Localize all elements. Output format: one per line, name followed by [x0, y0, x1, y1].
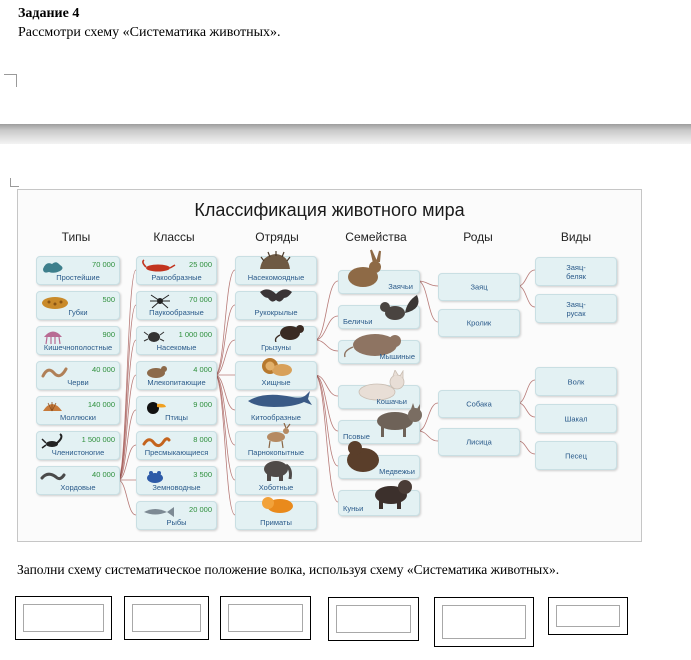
- answer-field[interactable]: [228, 604, 303, 632]
- order-card[interactable]: [235, 501, 317, 530]
- species-label: Песец: [565, 451, 587, 460]
- order-label: Насекомоядные: [247, 273, 305, 282]
- connector-line: [215, 270, 235, 375]
- column-header-species: Виды: [560, 230, 592, 244]
- classification-diagram[interactable]: [17, 189, 642, 542]
- class-count: 8 000: [193, 435, 212, 444]
- type-label: Кишечнополостные: [43, 343, 113, 352]
- connector-line: [315, 375, 338, 502]
- genus-card[interactable]: [438, 390, 520, 418]
- column-header-orders: Отряды: [255, 230, 299, 244]
- class-count: 1 000 000: [178, 330, 212, 339]
- answer-box-type[interactable]: [15, 596, 112, 640]
- task-text: Рассмотри схему «Систематика животных».: [18, 25, 281, 40]
- answer-box-species[interactable]: [548, 597, 628, 635]
- class-count: 4 000: [193, 365, 212, 374]
- connector-line: [315, 316, 338, 340]
- type-card[interactable]: [36, 326, 120, 355]
- family-card[interactable]: [338, 340, 420, 364]
- order-card[interactable]: [235, 361, 317, 390]
- elephant-icon: [258, 457, 298, 483]
- order-label: Рукокрылые: [254, 308, 298, 317]
- type-count: 500: [102, 295, 115, 304]
- whale-icon: [244, 389, 314, 411]
- class-count: 70 000: [189, 295, 212, 304]
- connector-line: [518, 286, 535, 307]
- class-label: Паукообразные: [149, 308, 204, 317]
- column-header-types: Типы: [61, 230, 91, 244]
- class-label: Земноводные: [152, 483, 201, 492]
- answer-field[interactable]: [23, 604, 104, 632]
- type-count: 140 000: [87, 400, 115, 409]
- class-card[interactable]: [136, 256, 217, 285]
- marten-icon: [367, 475, 419, 513]
- species-label: Волк: [567, 377, 585, 386]
- hare-icon: [343, 249, 385, 289]
- class-label: Млекопитающие: [147, 378, 206, 387]
- connector-line: [118, 410, 136, 480]
- genus-label: Собака: [466, 399, 492, 409]
- beetle-icon: [143, 329, 165, 344]
- order-label: Парнокопытные: [247, 448, 305, 457]
- family-card[interactable]: [338, 490, 420, 516]
- class-card[interactable]: [136, 431, 217, 460]
- species-card[interactable]: [535, 257, 617, 286]
- class-label: Пресмыкающиеся: [144, 448, 209, 457]
- type-card[interactable]: [36, 291, 120, 320]
- type-card[interactable]: [36, 466, 120, 495]
- type-count: 40 000: [92, 365, 115, 374]
- type-count: 40 000: [92, 470, 115, 479]
- hedgehog-icon: [256, 251, 294, 273]
- class-count: 9 000: [193, 400, 212, 409]
- connector-line: [518, 441, 535, 454]
- type-card[interactable]: [36, 256, 120, 285]
- class-label: Ракообразные: [151, 273, 202, 282]
- answer-field[interactable]: [336, 605, 411, 633]
- order-label: Грызуны: [261, 343, 291, 352]
- family-card[interactable]: [338, 305, 420, 329]
- order-label: Хоботные: [258, 483, 294, 492]
- type-label: Простейшие: [56, 273, 100, 282]
- task-title: Задание 4: [18, 6, 80, 21]
- connector-line: [118, 340, 136, 480]
- type-label: Моллюски: [60, 413, 96, 422]
- connector-line: [215, 375, 235, 480]
- class-label: Птицы: [165, 413, 188, 422]
- class-card[interactable]: [136, 291, 217, 320]
- genus-card[interactable]: [438, 273, 520, 301]
- squirrel-icon: [377, 291, 427, 325]
- species-card[interactable]: [535, 441, 617, 470]
- order-card[interactable]: [235, 291, 317, 320]
- connector-line: [518, 380, 535, 403]
- order-label: Хищные: [261, 378, 291, 387]
- bat-icon: [258, 286, 294, 308]
- connector-line: [118, 480, 136, 515]
- snake-icon: [141, 434, 171, 449]
- class-label: Насекомые: [156, 343, 197, 352]
- species-card[interactable]: [535, 294, 617, 323]
- order-card[interactable]: [235, 466, 317, 495]
- answer-box-family[interactable]: [328, 597, 419, 641]
- type-count: 70 000: [92, 260, 115, 269]
- genus-card[interactable]: [438, 428, 520, 456]
- connector-line: [118, 305, 136, 480]
- genus-label: Лисица: [466, 437, 492, 447]
- column-header-families: Семейства: [345, 230, 407, 244]
- column-header-classes: Классы: [153, 230, 195, 244]
- class-card[interactable]: [136, 501, 217, 530]
- family-label: Медвежьи: [379, 467, 415, 476]
- species-label: Шакал: [564, 414, 588, 423]
- connector-line: [418, 281, 438, 286]
- answer-field[interactable]: [556, 605, 620, 627]
- connector-line: [518, 270, 535, 286]
- order-label: Китообразные: [251, 413, 301, 422]
- order-card[interactable]: [235, 256, 317, 285]
- connector-line: [315, 281, 338, 340]
- connector-line: [118, 270, 136, 480]
- diagram-title: Классификация животного мира: [194, 200, 465, 220]
- fill-instruction: Заполни схему систематическое положение волка, используя схему «Систематика животных».: [17, 562, 560, 577]
- type-card[interactable]: [36, 396, 120, 425]
- text-boundary-mark: [10, 178, 19, 187]
- type-count: 1 500 000: [81, 435, 115, 444]
- type-card[interactable]: [36, 361, 120, 390]
- rat-icon: [274, 320, 310, 342]
- column-header-genera: Роды: [463, 230, 493, 244]
- type-count: 900: [102, 330, 115, 339]
- answer-field[interactable]: [132, 604, 201, 632]
- genus-label: Кролик: [466, 318, 492, 328]
- family-label: Кошачьи: [376, 397, 407, 406]
- family-label: Псовые: [343, 432, 370, 441]
- lion-icon: [258, 356, 294, 380]
- species-label: Заяц-русак: [566, 299, 586, 318]
- species-card[interactable]: [535, 404, 617, 433]
- fish-icon: [141, 504, 175, 519]
- order-label: Приматы: [260, 518, 292, 527]
- monkey-icon: [258, 493, 298, 517]
- species-card[interactable]: [535, 367, 617, 396]
- connector-line: [315, 340, 338, 351]
- order-card[interactable]: [235, 431, 317, 460]
- type-label: Черви: [67, 378, 89, 387]
- family-label: Мышиные: [379, 352, 415, 361]
- order-card[interactable]: [235, 326, 317, 355]
- deer-icon: [262, 423, 296, 449]
- family-label: Куньи: [343, 504, 364, 513]
- page-separator: [0, 124, 691, 144]
- text-boundary-mark: [4, 74, 17, 87]
- class-count: 20 000: [189, 505, 212, 514]
- family-label: Беличьи: [343, 317, 373, 326]
- connector-line: [215, 340, 235, 375]
- class-card[interactable]: [136, 361, 217, 390]
- species-label: Заяц-беляк: [566, 262, 586, 281]
- bear-icon: [343, 438, 383, 474]
- class-count: 25 000: [189, 260, 212, 269]
- family-label: Заячьи: [388, 282, 413, 291]
- answer-box-order[interactable]: [220, 596, 311, 640]
- connector-line: [215, 375, 235, 515]
- order-card[interactable]: [235, 396, 317, 425]
- answer-box-class[interactable]: [124, 596, 209, 640]
- class-card[interactable]: [136, 326, 217, 355]
- type-label: Губки: [68, 308, 88, 317]
- class-count: 3 500: [193, 470, 212, 479]
- type-label: Членистоногие: [51, 448, 105, 457]
- class-card[interactable]: [136, 396, 217, 425]
- answer-field[interactable]: [442, 605, 526, 639]
- connector-line: [215, 375, 235, 445]
- connector-line: [315, 375, 338, 466]
- type-card[interactable]: [36, 431, 120, 460]
- connector-line: [518, 403, 535, 417]
- type-label: Хордовые: [60, 483, 96, 492]
- genus-label: Заяц: [470, 282, 488, 292]
- answer-box-genus[interactable]: [434, 597, 534, 647]
- class-card[interactable]: [136, 466, 217, 495]
- genus-card[interactable]: [438, 309, 520, 337]
- wolf-icon: [367, 401, 429, 439]
- connector-line: [215, 305, 235, 375]
- class-label: Рыбы: [166, 518, 187, 527]
